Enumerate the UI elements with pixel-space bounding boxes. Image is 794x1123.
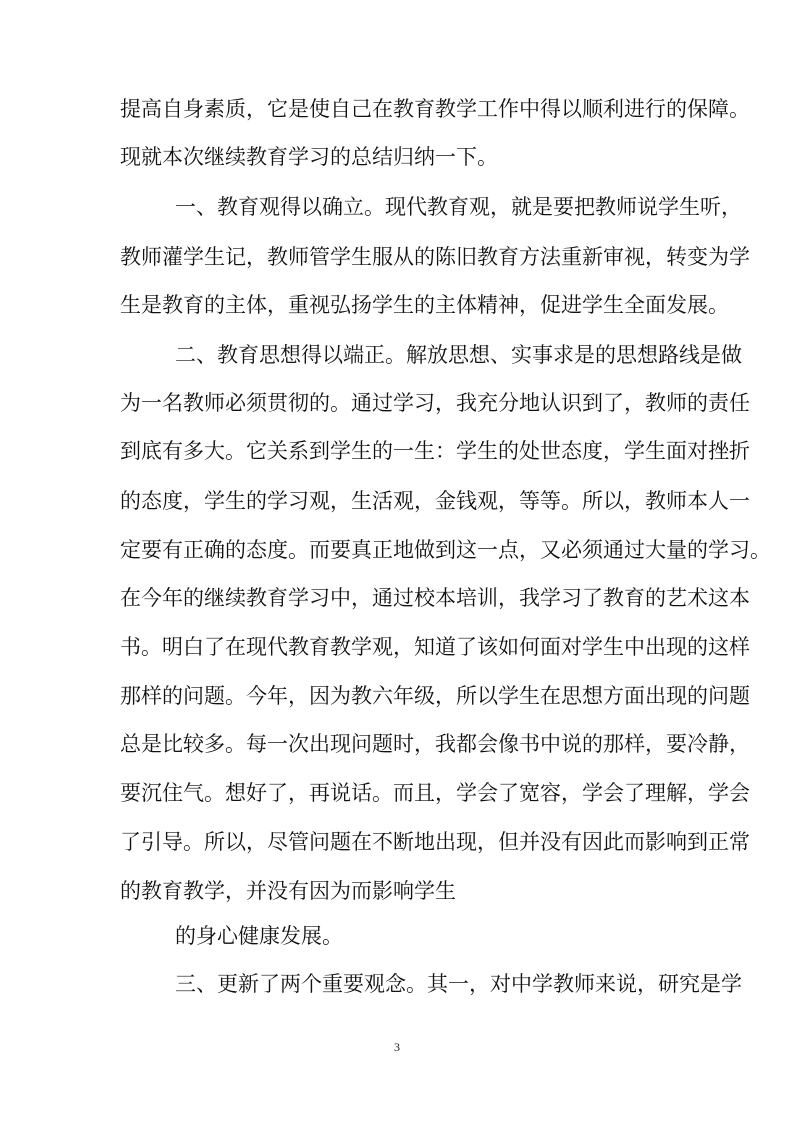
text-line: 要沉住气。想好了，再说话。而且，学会了宽容，学会了理解，学会 bbox=[120, 781, 750, 805]
text-line: 那样的问题。今年，因为教六年级，所以学生在思想方面出现的问题 bbox=[120, 684, 750, 708]
text-line: 书。明白了在现代教育教学观，知道了该如何面对学生中出现的这样 bbox=[120, 635, 750, 659]
text-line: 总是比较多。每一次出现问题时，我都会像书中说的那样，要冷静， bbox=[120, 732, 750, 756]
text-line: 的态度，学生的学习观，生活观，金钱观，等等。所以，教师本人一 bbox=[120, 489, 750, 513]
paragraph-1-start: 一、教育观得以确立。现代教育观，就是要把教师说学生听， bbox=[175, 195, 742, 219]
text-line: 教师灌学生记，教师管学生服从的陈旧教育方法重新审视，转变为学 bbox=[120, 245, 750, 269]
text-line: 定要有正确的态度。而要真正地做到这一点，又必须通过大量的学习。 bbox=[120, 538, 771, 562]
text-line: 为一名教师必须贯彻的。通过学习，我充分地认识到了，教师的责任 bbox=[120, 391, 750, 415]
text-line: 生是教育的主体，重视弘扬学生的主体精神，促进学生全面发展。 bbox=[120, 293, 729, 317]
text-line: 到底有多大。它关系到学生的一生：学生的处世态度，学生面对挫折 bbox=[120, 439, 750, 463]
text-line: 提高自身素质，它是使自己在教育教学工作中得以顺利进行的保障。 bbox=[120, 97, 750, 121]
text-line: 的身心健康发展。 bbox=[175, 924, 343, 948]
text-line: 现就本次继续教育学习的总结归纳一下。 bbox=[120, 145, 498, 169]
text-line: 了引导。所以，尽管问题在不断地出现，但并没有因此而影响到正常 bbox=[120, 830, 750, 854]
paragraph-2-start: 二、教育思想得以端正。解放思想、实事求是的思想路线是做 bbox=[175, 343, 742, 367]
paragraph-3-start: 三、更新了两个重要观念。其一，对中学教师来说，研究是学 bbox=[175, 972, 742, 996]
text-line: 在今年的继续教育学习中，通过校本培训，我学习了教育的艺术这本 bbox=[120, 586, 750, 610]
page-number: 3 bbox=[394, 1040, 400, 1054]
text-line: 的教育教学，并没有因为而影响学生 bbox=[120, 879, 456, 903]
